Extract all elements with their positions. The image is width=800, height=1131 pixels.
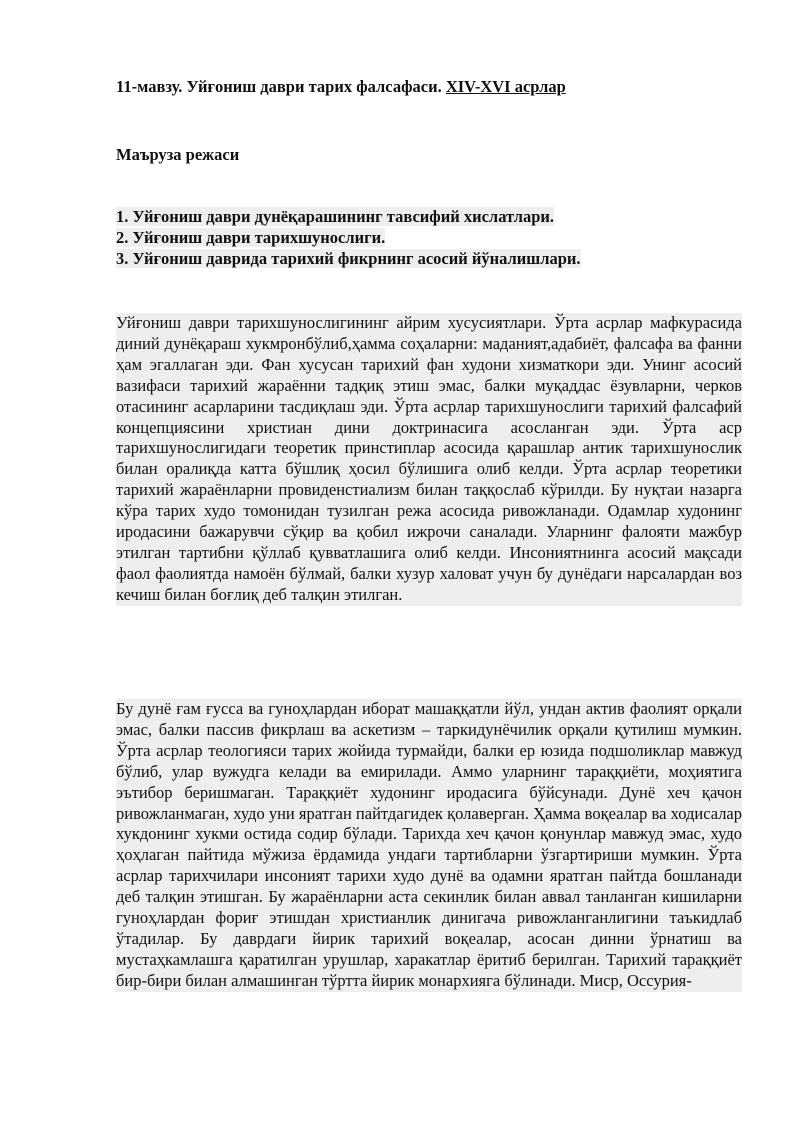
lecture-plan-heading: Маъруза режаси — [116, 145, 240, 164]
plan-item: 1. Уйғониш даври дунёқарашининг тавсифий хислатлари. — [116, 207, 555, 226]
lecture-title-main: 11-мавзу. Уйғониш даври тарих фалсафаси. — [116, 77, 446, 96]
plan-item: 2. Уйғониш даври тарихшунослиги. — [116, 228, 386, 247]
body-paragraph: Уйғониш даври тарихшунослигининг айрим хусусиятлари. Ўрта асрлар мафкурасида диний дунёқараш хукмронбўлиб,ҳамма соҳаларни: маданият,адабиёт, фалсафа ва фанни ҳам эгаллаган эди. Фан хусусан тарихий фан худони хизматкори эди. Унинг асосий вазифаси тарихий жараённи тадқиқ этиш эмас, балки муқаддас ёзувларни, черков отасининг асарларини тасдиқлаш эди. Ўрта асрлар тарихшунослиги тарихий фалсафий концепциясини христиан дини доктринасига асосланган эди. Ўрта аср тарихшунослигидаги теоретик принстиплар асосида қарашлар антик тарихшунослик билан оралиқда катта бўшлиқ ҳосил бўлишига олиб келди. Ўрта асрлар теоретики тарихий жараёнларни провиденстиализм билан таққослаб кўрилди. Бу нуқтаи назарга кўра тарих худо томонидан тузилган режа асосида ривожланади. Одамлар худонинг иродасини бажарувчи сўқир ва қобил ижрочи саналади. Уларнинг фалояти мажбур этилган тартибни қўллаб қувватлашига олиб келди. Инсониятнинга асосий мақсади фаол фаолиятда намоён бўлмай, балки хузур халоват учун бу дунёдаги нарсалардан воз кечиш билан боғлиқ деб талқин этилган. — [116, 313, 742, 604]
lecture-plan-list — [116, 206, 742, 269]
lecture-title — [116, 76, 566, 98]
plan-item: 3. Уйғониш даврида тарихий фикрнинг асосий йўналишлари. — [116, 249, 581, 268]
lecture-title-period: XIV-XVI асрлар — [445, 77, 566, 96]
body-paragraph: Бу дунё ғам ғусса ва гуноҳлардан иборат машаққатли йўл, ундан актив фаолият орқали эмас, балки пассив фикрлаш ва аскетизм – таркидунёчилик орқали қутилиш мумкин. Ўрта асрлар теологияси тарих жойида турмайди, балки ер юзида подшоликлар мавжуд бўлиб, улар вужудга келади ва емирилади. Аммо уларнинг тараққиёти, моҳиятига эътибор беришмаган. Тараққиёт худонинг иродасига бўйсунади. Дунё хеч қачон ривожланмаган, худо уни яратган пайтдагидек қолаверган. Ҳамма воқеалар ва ходисалар хукдонинг хукми остида содир бўлади. Тарихда хеч қачон қонунлар мавжуд эмас, худо ҳоҳлаган пайтида мўжиза ёрдамида ундаги тартибларни ўзгартириши мумкин. Ўрта асрлар тарихчилари инсоният тарихи худо дунё ва одамни яратган пайтда бошланади деб талқин этишган. Бу жараёнларни аста секинлик билан аввал танланган кишиларни гуноҳлардан фориғ этишдан христианлик динигача ривожланганлигини таъкидлаб ўтадилар. Бу даврдаги йирик тарихий воқеалар, асосан динни ўрнатиш ва мустаҳкамлашга қаратилган урушлар, харакатлар ёритиб берилган. Тарихий тараққиёт бир-бири билан алмашинган тўртта йирик монархияга бўлинади. Миср, Оссурия- — [116, 699, 742, 990]
